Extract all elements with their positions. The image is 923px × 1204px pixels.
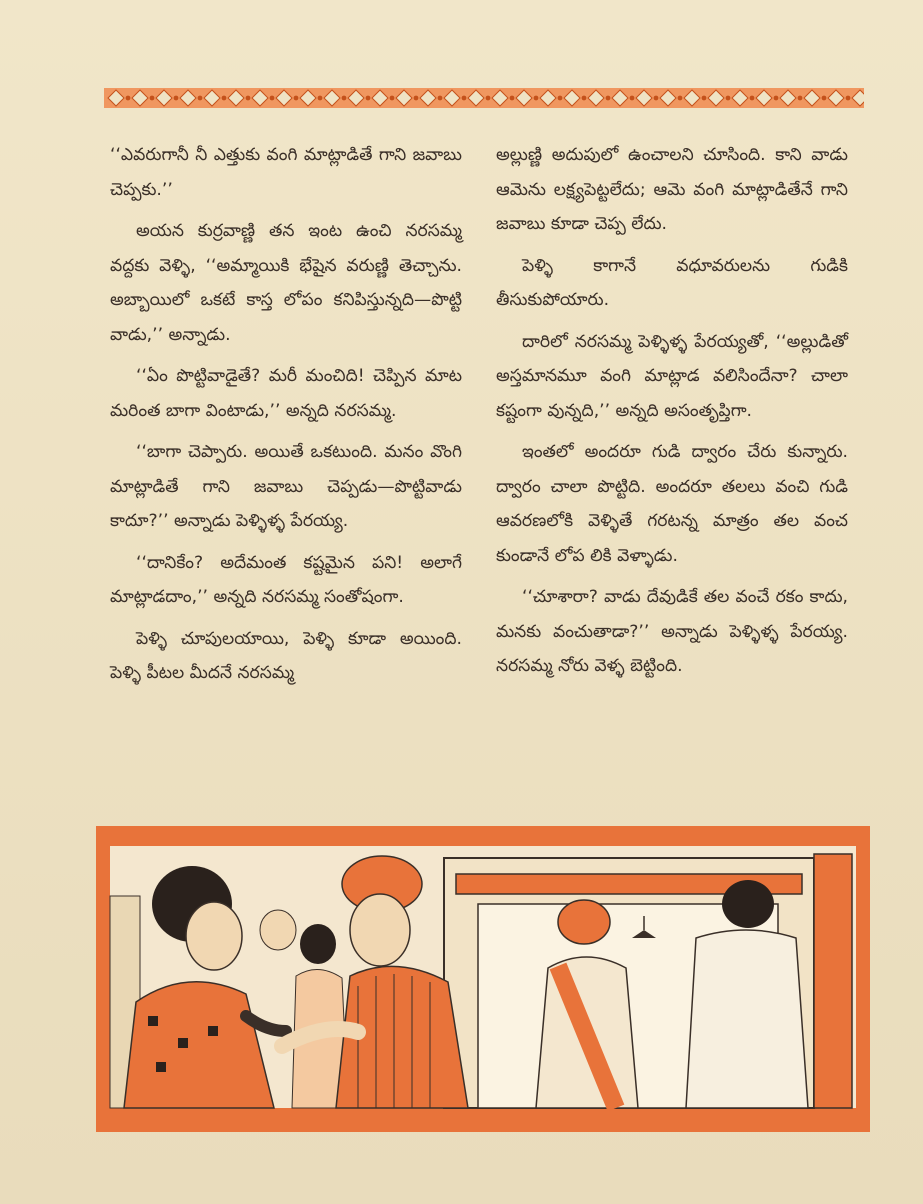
border-dot — [846, 96, 851, 101]
border-dot — [654, 96, 659, 101]
right-text-column — [496, 138, 848, 691]
illustration-drawing — [96, 826, 870, 1132]
border-dot — [150, 96, 155, 101]
border-dot — [774, 96, 779, 101]
border-dot — [630, 96, 635, 101]
border-dot — [390, 96, 395, 101]
border-dot — [246, 96, 251, 101]
border-dot — [486, 96, 491, 101]
paragraph: ‘‘దానికేం? అదేమంత కష్టమైన పని! అలాగే మాట్లాడదాం,’’ అన్నది నరసమ్మ సంతోషంగా. — [110, 552, 462, 607]
border-dot — [222, 96, 227, 101]
paragraph: ‘‘బాగా చెప్పారు. అయితే ఒకటుంది. మనం వొంగి మాట్లాడితే గాని జవాబు చెప్పడు—పొట్టివాడు కాదూ?’’ అన్నాడు పెళ్ళిళ్ళ పేరయ్య. — [110, 442, 462, 531]
paragraph: దారిలో నరసమ్మ పెళ్ళిళ్ళ పేరయ్యతో, ‘‘అల్లుడితో అస్తమానమూ వంగి మాట్లాడ వలిసిందేనా? చాలా కష్టంగా వున్నది,’’ అన్నది అసంతృప్తిగా. — [496, 331, 848, 421]
border-dot — [294, 96, 299, 101]
left-text-column — [110, 138, 462, 698]
border-dot — [462, 96, 467, 101]
border-dot — [678, 96, 683, 101]
border-dot — [270, 96, 275, 101]
paragraph: ‘‘చూశారా? వాడు దేవుడికే తల వంచే రకం కాదు, మనకు వంచుతాడా?’’ అన్నాడు పెళ్ళిళ్ళ పేరయ్య. నరసమ్మ నోరు వెళ్ళ బెట్టింది. — [496, 587, 848, 676]
border-dot — [798, 96, 803, 101]
border-dot — [438, 96, 443, 101]
paragraph: ఇంతలో అందరూ గుడి ద్వారం చేరు కున్నారు. ద్వారం చాలా పొట్టిది. అందరూ తలలు వంచి గుడి ఆవరణలోకి వెళ్ళితే గరటన్న మాత్రం తల వంచ కుండానే లోప లికి వెళ్ళాడు. — [496, 442, 848, 566]
border-dot — [198, 96, 203, 101]
border-dot — [318, 96, 323, 101]
border-dot — [174, 96, 179, 101]
border-dot — [510, 96, 515, 101]
paragraph: అల్లుణ్ణి అదుపులో ఉంచాలని చూసింది. కాని వాడు ఆమెను లక్ష్యపెట్టలేదు; ఆమె వంగి మాట్లాడితేనే గాని జవాబు కూడా చెప్ప లేదు. — [496, 145, 848, 234]
border-dot — [342, 96, 347, 101]
border-dot — [126, 96, 131, 101]
story-illustration — [96, 826, 870, 1132]
border-dot — [702, 96, 707, 101]
border-dot — [750, 96, 755, 101]
border-dot — [822, 96, 827, 101]
border-dot — [558, 96, 563, 101]
decorative-border-strip — [104, 84, 864, 112]
paragraph: అయన కుర్రవాణ్ణి తన ఇంట ఉంచి నరసమ్మ వద్దకు వెళ్ళి, ‘‘అమ్మాయికి భేషైన వరుణ్ణి తెచ్చాను. అబ్బాయిలో ఒకటే కాస్త లోపం కనిపిస్తున్నది—పొట్టి వాడు,’’ అన్నాడు. — [110, 221, 462, 345]
paragraph: పెళ్ళి కాగానే వధూవరులను గుడికి తీసుకుపోయారు. — [496, 255, 848, 310]
border-dot — [414, 96, 419, 101]
border-dot — [606, 96, 611, 101]
paragraph: పెళ్ళి చూపులయాయి, పెళ్ళి కూడా అయింది. పెళ్ళి పీటల మీదనే నరసమ్మ — [110, 628, 462, 683]
border-dot — [534, 96, 539, 101]
paragraph: ‘‘ఎవరుగానీ నీ ఎత్తుకు వంగి మాట్లాడితే గాని జవాబు చెప్పకు.’’ — [110, 145, 462, 200]
border-dot — [726, 96, 731, 101]
paragraph: ‘‘ఏం పొట్టివాడైతే? మరీ మంచిది! చెప్పిన మాట మరింత బాగా వింటాడు,’’ అన్నది నరసమ్మ. — [110, 366, 462, 421]
border-dot — [582, 96, 587, 101]
border-dot — [366, 96, 371, 101]
